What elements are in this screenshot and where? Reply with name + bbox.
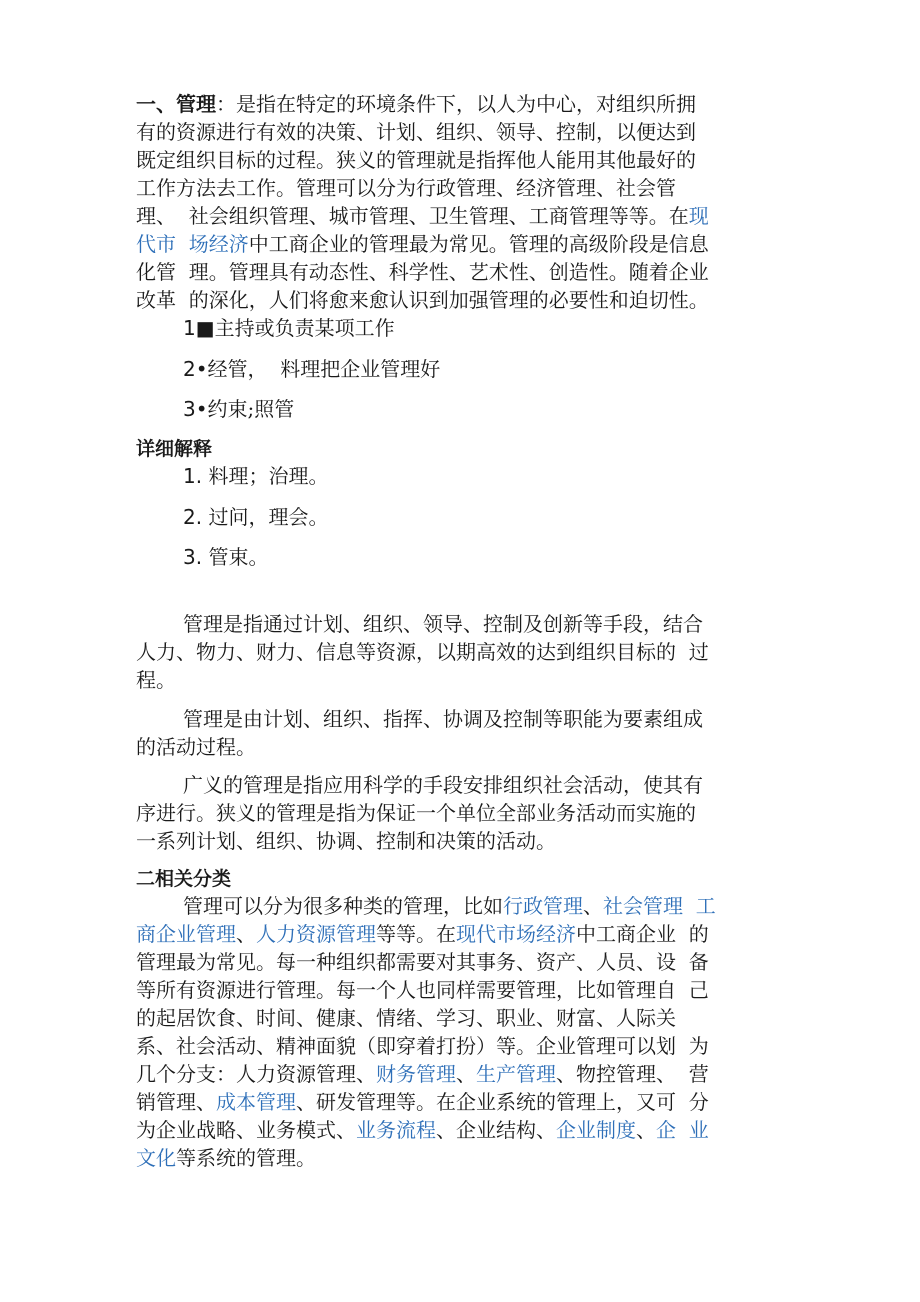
- section1-line-2: 有的资源进行有效的决策、计划、组织、领导、控制，以便达到: [136, 120, 696, 144]
- meaning-item: [183, 395, 294, 423]
- section2-text: 、: [456, 1062, 476, 1086]
- section2-text: 、研发管理等。在企业系统的管理上，又可 分: [296, 1090, 709, 1114]
- paragraph-3-line-2: 序进行。狭义的管理是指为保证一个单位全部业务活动而实施的: [136, 801, 696, 825]
- paragraph-1-line-2: 人力、物力、财力、信息等资源，以期高效的达到组织目标的 过: [136, 640, 709, 664]
- section2-line-3: 管理最为常见。每一种组织都需要对其事务、资产、人员、设 备: [136, 950, 709, 974]
- link-market-economy[interactable]: 代市 场经济: [136, 232, 249, 256]
- section2-text: 、: [236, 922, 256, 946]
- paragraph-1-line-3: 程。: [136, 668, 176, 692]
- meaning-number: 1■: [183, 316, 215, 340]
- link-business-management[interactable]: 商企业管理: [136, 922, 236, 946]
- link-modern-market-economy[interactable]: 现代市场经济: [456, 922, 576, 946]
- section2-line-6: 系、社会活动、精神面貌（即穿着打扮）等。企业管理可以划 为: [136, 1034, 709, 1058]
- section2-text: [683, 894, 696, 918]
- detail-text: 料理；治理。: [208, 464, 329, 488]
- link-corporate-culture[interactable]: 文化: [136, 1146, 176, 1170]
- section2-text: 销管理、: [136, 1090, 216, 1114]
- detail-item: [183, 503, 328, 531]
- link-cost-management[interactable]: 成本管理: [216, 1090, 296, 1114]
- section2-text: 、企业结构、: [436, 1118, 556, 1142]
- section1-line-1: [136, 90, 696, 118]
- detail-number: 3.: [183, 545, 203, 569]
- section1-text: ：是指在特定的环境条件下，以人为中心，对组织所拥: [216, 92, 696, 116]
- link-business-process[interactable]: 业务流程: [356, 1118, 436, 1142]
- section1-line-8: 改革 的深化，人们将愈来愈认识到加强管理的必要性和迫切性。: [136, 288, 709, 312]
- section1-text: 中工商企业的管理最为常见。管理的高级阶段是信息: [248, 232, 709, 256]
- paragraph-1-line-1: 管理是指通过计划、组织、领导、控制及创新等手段，结合: [183, 612, 703, 636]
- section2-text: 、: [636, 1118, 656, 1142]
- detail-item: [183, 462, 328, 490]
- section2-text: 、物控管理、 营: [556, 1062, 709, 1086]
- link-enterprise-system[interactable]: 企业制度: [556, 1118, 636, 1142]
- section2-line-2: [136, 920, 709, 948]
- section1-line-4: 工作方法去工作。管理可以分为行政管理、经济管理、社会管: [136, 176, 676, 200]
- link-production-management[interactable]: 生产管理: [476, 1062, 556, 1086]
- detail-text: 过问，理会。: [208, 505, 329, 529]
- section2-text: 中工商企业 的: [576, 922, 709, 946]
- section2-line-8: [136, 1088, 709, 1116]
- section2-line-1: [183, 892, 716, 920]
- section2-line-4: 等所有资源进行管理。每一个人也同样需要管理，比如管理自 己: [136, 978, 709, 1002]
- paragraph-2-line-1: 管理是由计划、组织、指挥、协调及控制等职能为要素组成: [183, 707, 703, 731]
- detail-item: [183, 543, 268, 571]
- section2-text: 几个分支：人力资源管理、: [136, 1062, 376, 1086]
- section1-heading: 一、管理: [136, 92, 216, 116]
- section2-text: 、: [583, 894, 603, 918]
- link-human-resource-management[interactable]: 人力资源管理: [256, 922, 376, 946]
- paragraph-3-line-1: 广义的管理是指应用科学的手段安排组织社会活动，使其有: [183, 773, 703, 797]
- section2-heading: 二相关分类: [136, 868, 232, 890]
- paragraph-2-line-2: 的活动过程。: [136, 735, 256, 759]
- section2-line-9: [136, 1116, 709, 1144]
- link-market-economy[interactable]: 现: [688, 204, 709, 228]
- meaning-text: 经管， 料理把企业管理好: [207, 357, 441, 381]
- meaning-text: 主持或负责某项工作: [214, 316, 395, 340]
- meaning-number: 3•: [183, 397, 208, 421]
- section2-text: 等系统的管理。: [176, 1146, 316, 1170]
- section2-text: 等等。在: [376, 922, 456, 946]
- link-business-management[interactable]: 工: [695, 894, 716, 918]
- section2-line-7: [136, 1060, 709, 1088]
- section2-line-10: [136, 1144, 316, 1172]
- section2-text: 为企业战略、业务模式、: [136, 1118, 356, 1142]
- paragraph-3-line-3: 一系列计划、组织、协调、控制和决策的活动。: [136, 829, 556, 853]
- meaning-item: [183, 314, 395, 342]
- detail-number: 2.: [183, 505, 203, 529]
- detail-number: 1.: [183, 464, 203, 488]
- link-administrative-management[interactable]: 行政管理: [503, 894, 583, 918]
- meaning-number: 2•: [183, 357, 208, 381]
- detail-heading: 详细解释: [136, 438, 213, 460]
- meaning-text: 约束;照管: [207, 397, 295, 421]
- link-social-management[interactable]: 社会管理: [603, 894, 683, 918]
- section1-text: 理、 社会组织管理、城市管理、卫生管理、工商管理等等。在: [136, 204, 689, 228]
- section2-text: 管理可以分为很多种类的管理，比如: [183, 894, 503, 918]
- section1-line-6: [136, 230, 709, 258]
- section1-line-3: 既定组织目标的过程。狭义的管理就是指挥他人能用其他最好的: [136, 148, 696, 172]
- detail-text: 管束。: [208, 545, 269, 569]
- section1-line-7: 化管 理。管理具有动态性、科学性、艺术性、创造性。随着企业: [136, 260, 709, 284]
- meaning-item: [183, 355, 440, 383]
- link-financial-management[interactable]: 财务管理: [376, 1062, 456, 1086]
- section2-line-5: 的起居饮食、时间、健康、情绪、学习、职业、财富、人际关: [136, 1006, 676, 1030]
- link-corporate-culture[interactable]: 企 业: [656, 1118, 709, 1142]
- section1-line-5: [136, 202, 709, 230]
